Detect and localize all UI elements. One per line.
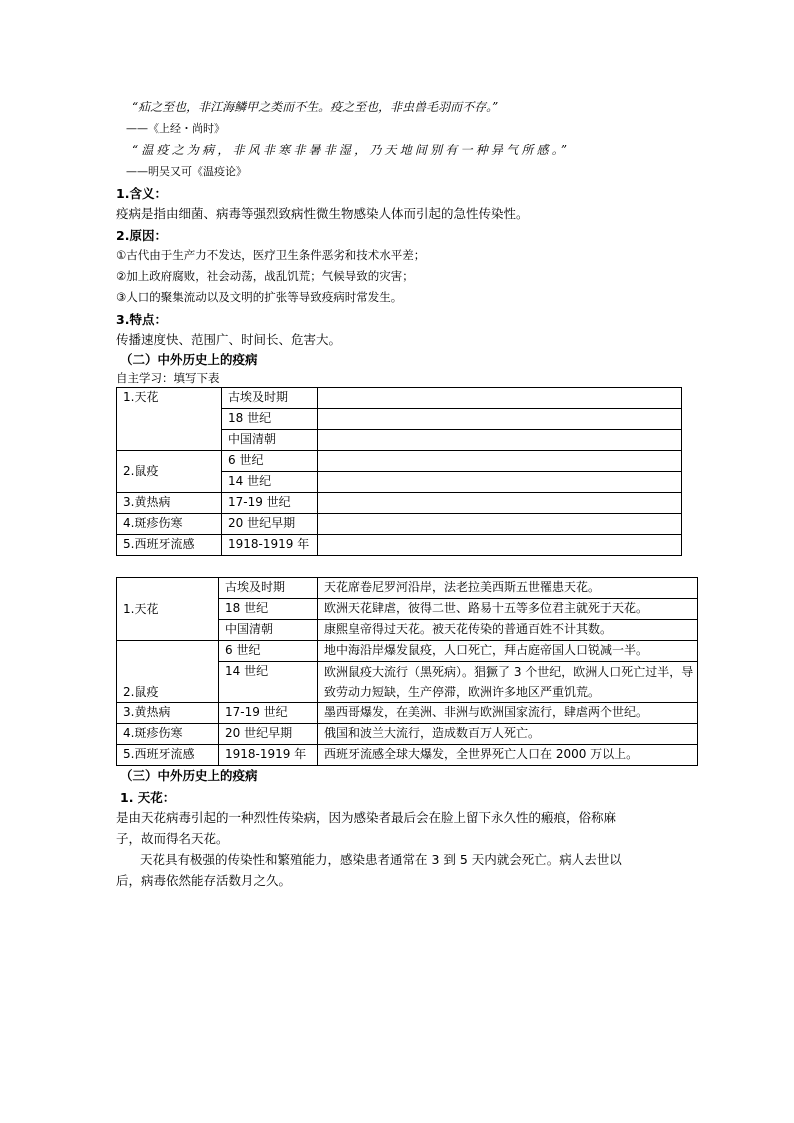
- filled-table: [116, 577, 698, 766]
- answer-cell[interactable]: [318, 493, 682, 514]
- smallpox-line-2: 子，故而得名天花。: [116, 831, 229, 846]
- period-cell: 古埃及时期: [219, 578, 318, 599]
- answer-cell[interactable]: [318, 472, 682, 493]
- event-cell: 墨西哥爆发，在美洲、非洲与欧洲国家流行，肆虐两个世纪。: [318, 703, 698, 724]
- disease-cell: 3.黄热病: [117, 493, 222, 514]
- quote-one-source: ——《上经・尚时》: [126, 122, 225, 135]
- event-cell: 欧洲鼠疫大流行（黑死病）。猖獗了 3 个世纪，欧洲人口死亡过半，导致劳动力短缺，生产停滞，欧洲许多地区严重饥荒。: [318, 662, 698, 703]
- period-cell: 6 世纪: [222, 451, 318, 472]
- smallpox-heading: 1. 天花：: [120, 790, 176, 805]
- event-cell: 西班牙流感全球大爆发，全世界死亡人口在 2000 万以上。: [318, 745, 698, 766]
- period-cell: 20 世纪早期: [222, 514, 318, 535]
- event-cell: 欧洲天花肆虐，彼得二世、路易十五等多位君主就死于天花。: [318, 599, 698, 620]
- smallpox-line-4: 后，病毒依然能存活数月之久。: [116, 873, 292, 888]
- period-cell: 14 世纪: [219, 662, 318, 703]
- table-row: [117, 745, 698, 766]
- table-row: [117, 641, 698, 662]
- period-cell: 14 世纪: [222, 472, 318, 493]
- meaning-heading: 1.含义：: [116, 186, 167, 201]
- event-cell: 天花席卷尼罗河沿岸，法老拉美西斯五世罹患天花。: [318, 578, 698, 599]
- cause-item-2: ②加上政府腐败，社会动荡，战乱饥荒；气候导致的灾害；: [116, 269, 414, 283]
- period-cell: 中国清朝: [222, 430, 318, 451]
- cause-item-3: ③人口的聚集流动以及文明的扩张等导致疫病时常发生。: [116, 290, 403, 304]
- table-row: [117, 514, 682, 535]
- disease-cell: 1.天花: [117, 388, 222, 451]
- disease-cell: 3.黄热病: [117, 703, 219, 724]
- period-cell: 1918-1919 年: [222, 535, 318, 556]
- subtitle-two: （二）中外历史上的疫病: [120, 352, 258, 367]
- disease-cell: 5.西班牙流感: [117, 535, 222, 556]
- event-cell: 康熙皇帝得过天花。被天花传染的普通百姓不计其数。: [318, 620, 698, 641]
- features-heading: 3.特点：: [116, 312, 167, 327]
- disease-cell: 5.西班牙流感: [117, 745, 219, 766]
- period-cell: 18 世纪: [219, 599, 318, 620]
- period-cell: 1918-1919 年: [219, 745, 318, 766]
- event-cell: 俄国和波兰大流行，造成数百万人死亡。: [318, 724, 698, 745]
- blank-table: [116, 387, 682, 556]
- document-page: [116, 96, 716, 891]
- causes-heading: 2.原因：: [116, 228, 167, 243]
- period-cell: 20 世纪早期: [219, 724, 318, 745]
- table-row: [117, 578, 698, 599]
- answer-cell[interactable]: [318, 409, 682, 430]
- self-study-label: 自主学习：填写下表: [116, 371, 220, 385]
- period-cell: 17-19 世纪: [219, 703, 318, 724]
- cause-item-1: ①古代由于生产力不发达，医疗卫生条件恶劣和技术水平差；: [116, 248, 426, 262]
- subtitle-three: （三）中外历史上的疫病: [120, 768, 258, 783]
- quote-two: “温疫之为病，非风非寒非暑非湿，乃天地间别有一种异气所感。”: [132, 143, 571, 157]
- period-cell: 6 世纪: [219, 641, 318, 662]
- features-body: 传播速度快、范围广、时间长、危害大。: [116, 332, 342, 347]
- table-row: [117, 388, 682, 409]
- event-cell: 地中海沿岸爆发鼠疫，人口死亡，拜占庭帝国人口锐减一半。: [318, 641, 698, 662]
- disease-cell: 4.斑疹伤寒: [117, 514, 222, 535]
- answer-cell[interactable]: [318, 430, 682, 451]
- disease-cell: 4.斑疹伤寒: [117, 724, 219, 745]
- table-row: [117, 703, 698, 724]
- disease-cell: 2.鼠疫: [117, 641, 219, 703]
- table-row: [117, 724, 698, 745]
- answer-cell[interactable]: [318, 388, 682, 409]
- table-row: [117, 451, 682, 472]
- period-cell: 古埃及时期: [222, 388, 318, 409]
- disease-cell: 2.鼠疫: [117, 451, 222, 493]
- answer-cell[interactable]: [318, 514, 682, 535]
- period-cell: 18 世纪: [222, 409, 318, 430]
- table-row: [117, 493, 682, 514]
- smallpox-line-1: 是由天花病毒引起的一种烈性传染病，因为感染者最后会在脸上留下永久性的瘢痕，俗称麻: [116, 810, 617, 825]
- quote-two-source: ——明吴又可《温疫论》: [126, 165, 247, 178]
- answer-cell[interactable]: [318, 535, 682, 556]
- quote-one: “疝之至也，非江海鳞甲之类而不生。疫之至也，非虫兽毛羽而不存。”: [132, 100, 499, 114]
- period-cell: 17-19 世纪: [222, 493, 318, 514]
- period-cell: 中国清朝: [219, 620, 318, 641]
- smallpox-line-3: 天花具有极强的传染性和繁殖能力，感染患者通常在 3 到 5 天内就会死亡。病人去世以: [140, 852, 622, 867]
- table-row: [117, 535, 682, 556]
- disease-cell: 1.天花: [117, 578, 219, 641]
- meaning-body: 疫病是指由细菌、病毒等强烈致病性微生物感染人体而引起的急性传染性。: [116, 206, 529, 221]
- answer-cell[interactable]: [318, 451, 682, 472]
